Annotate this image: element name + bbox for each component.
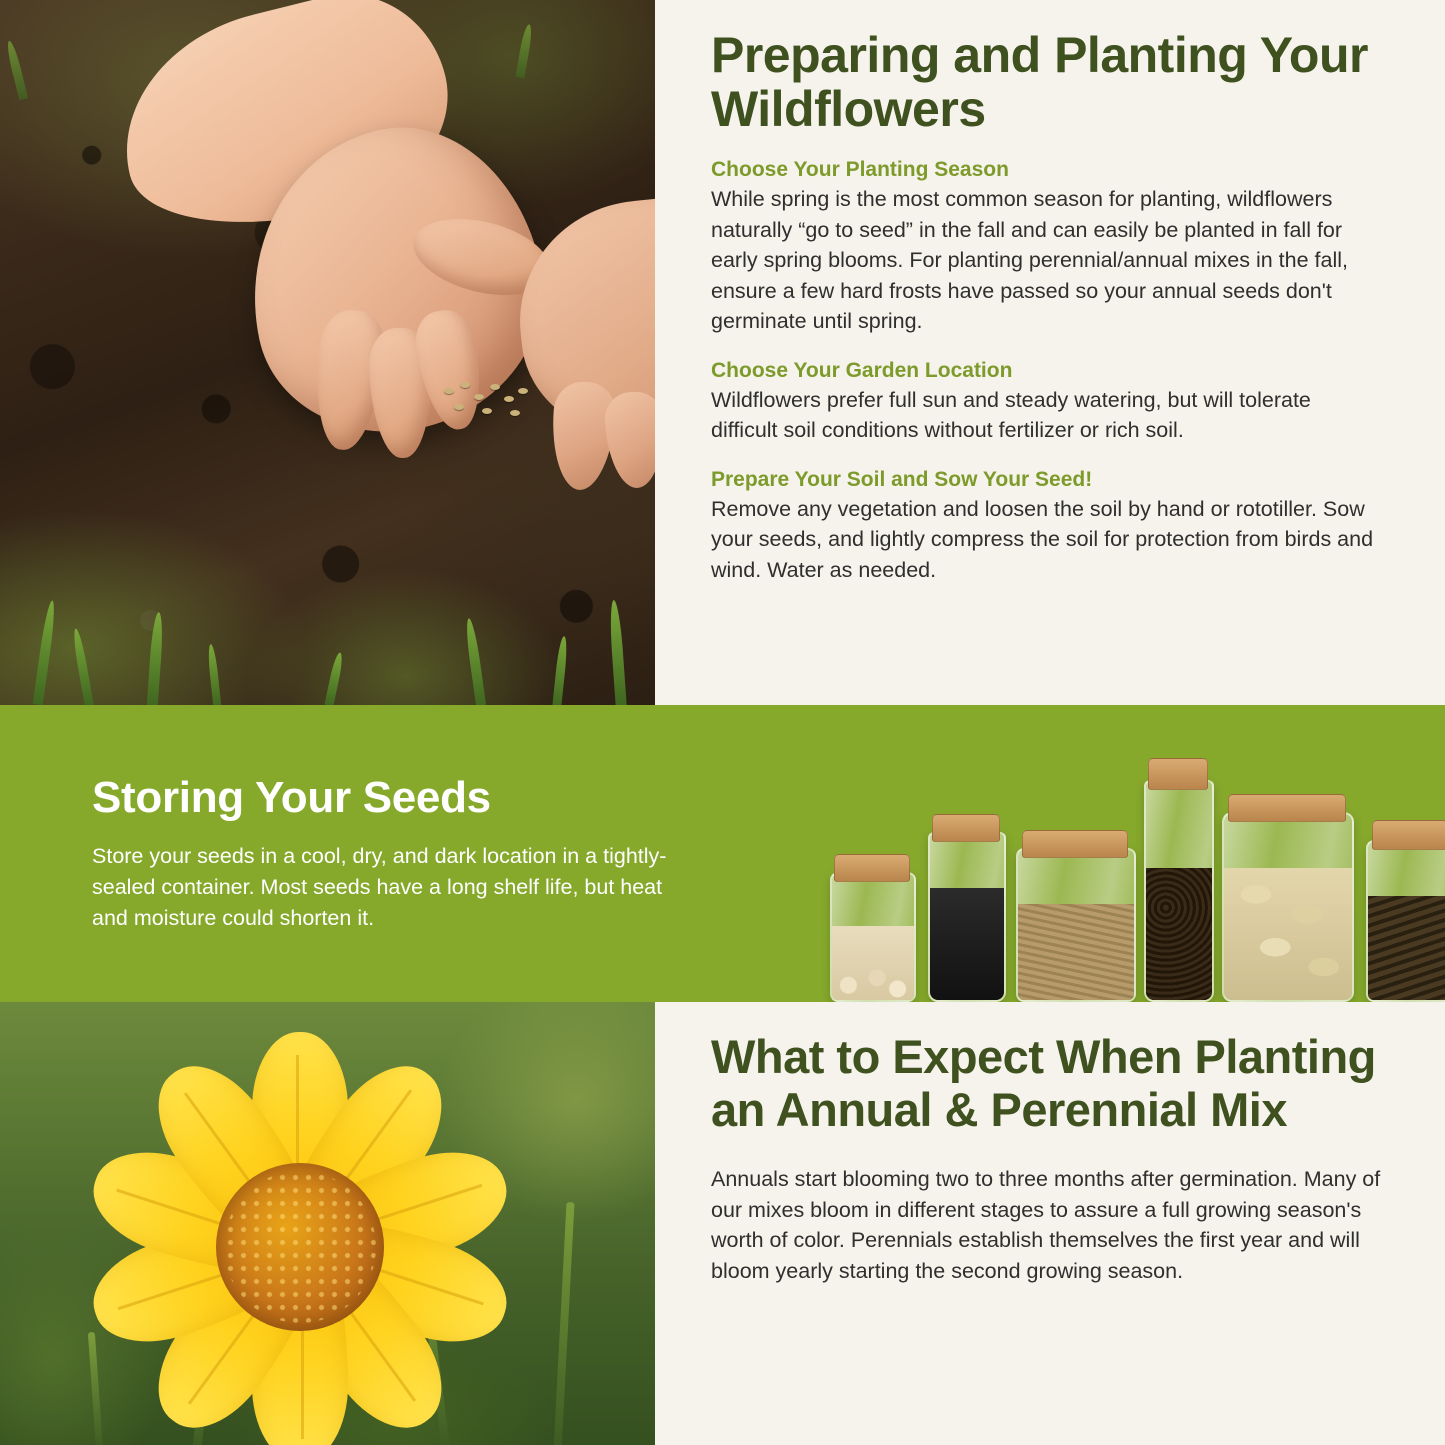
hands-illustration: [120, 10, 640, 480]
planting-section: [0, 0, 1445, 705]
subhead-garden-location: Choose Your Garden Location: [711, 358, 1013, 382]
jar-dark-small-seeds: [1144, 780, 1214, 1002]
expectations-text-column: [655, 1002, 1445, 1445]
cork-lid: [932, 814, 1000, 842]
jar-contents: [930, 888, 1004, 1000]
body-planting-season: While spring is the most common season for planting, wildflowers naturally “go to seed” in the fall and can easily be planted in fall for early spring blooms. For planting perennial/annual mixes in the fall, ensure a few hard frosts have passed so your annual seeds don't germinate until spring.: [711, 187, 1348, 334]
body-garden-location: Wildflowers prefer full sun and steady watering, but will tolerate difficult soil conditions without fertilizer or rich soil.: [711, 387, 1311, 443]
body-prepare-soil: Remove any vegetation and loosen the soil by hand or rototiller. Sow your seeds, and lightly compress the soil for protection from birds and wind. Water as needed.: [711, 496, 1374, 582]
cork-lid: [1372, 820, 1445, 850]
glass-seed-storage-jars-photo: [820, 742, 1440, 1002]
jar-white-beans: [830, 872, 916, 1002]
jar-contents: [1018, 904, 1134, 1000]
jar-brown-flakes: [1016, 848, 1136, 1002]
jar-contents: [1146, 868, 1212, 1000]
cork-lid: [834, 854, 910, 882]
storing-seeds-section: [0, 705, 1445, 1002]
subhead-planting-season: Choose Your Planting Season: [711, 158, 1009, 181]
jar-contents: [1224, 868, 1352, 1000]
cork-lid: [1228, 794, 1346, 822]
subhead-prepare-soil: Prepare Your Soil and Sow Your Seed!: [711, 467, 1093, 491]
expectations-body: Annuals start blooming two to three months after germination. Many of our mixes bloom in different stages to assure a full growing season's worth of color. Perennials establish themselves the first year and will bloom yearly starting the second growing season.: [711, 1167, 1381, 1283]
planting-text-column: [655, 0, 1445, 705]
hand-sowing-seeds-in-soil-photo: [0, 0, 655, 705]
finger: [604, 391, 655, 490]
jar-black-seeds: [928, 832, 1006, 1002]
cork-lid: [1148, 758, 1208, 790]
expectations-title: What to Expect When Planting an Annual & Perennial Mix: [711, 1030, 1376, 1137]
flower-center: [216, 1163, 384, 1331]
storing-title: Storing Your Seeds: [92, 772, 491, 822]
jar-sunflower-seeds: [1366, 840, 1445, 1002]
flower-bloom: [20, 1012, 580, 1445]
storing-body: Store your seeds in a cool, dry, and dark location in a tightly-sealed container. Most seeds have a long shelf life, but heat and moisture could shorten it.: [92, 843, 667, 931]
expectations-section: [0, 1002, 1445, 1445]
jar-contents: [832, 926, 914, 1000]
seeds-in-hand: [438, 378, 548, 430]
yellow-coreopsis-flower-photo: [0, 1002, 655, 1445]
jar-contents: [1368, 896, 1445, 1000]
jar-pumpkin-seeds: [1222, 812, 1354, 1002]
page-title: Preparing and Planting Your Wildflowers: [711, 27, 1368, 137]
cork-lid: [1022, 830, 1128, 858]
storing-text-column: [0, 773, 720, 935]
